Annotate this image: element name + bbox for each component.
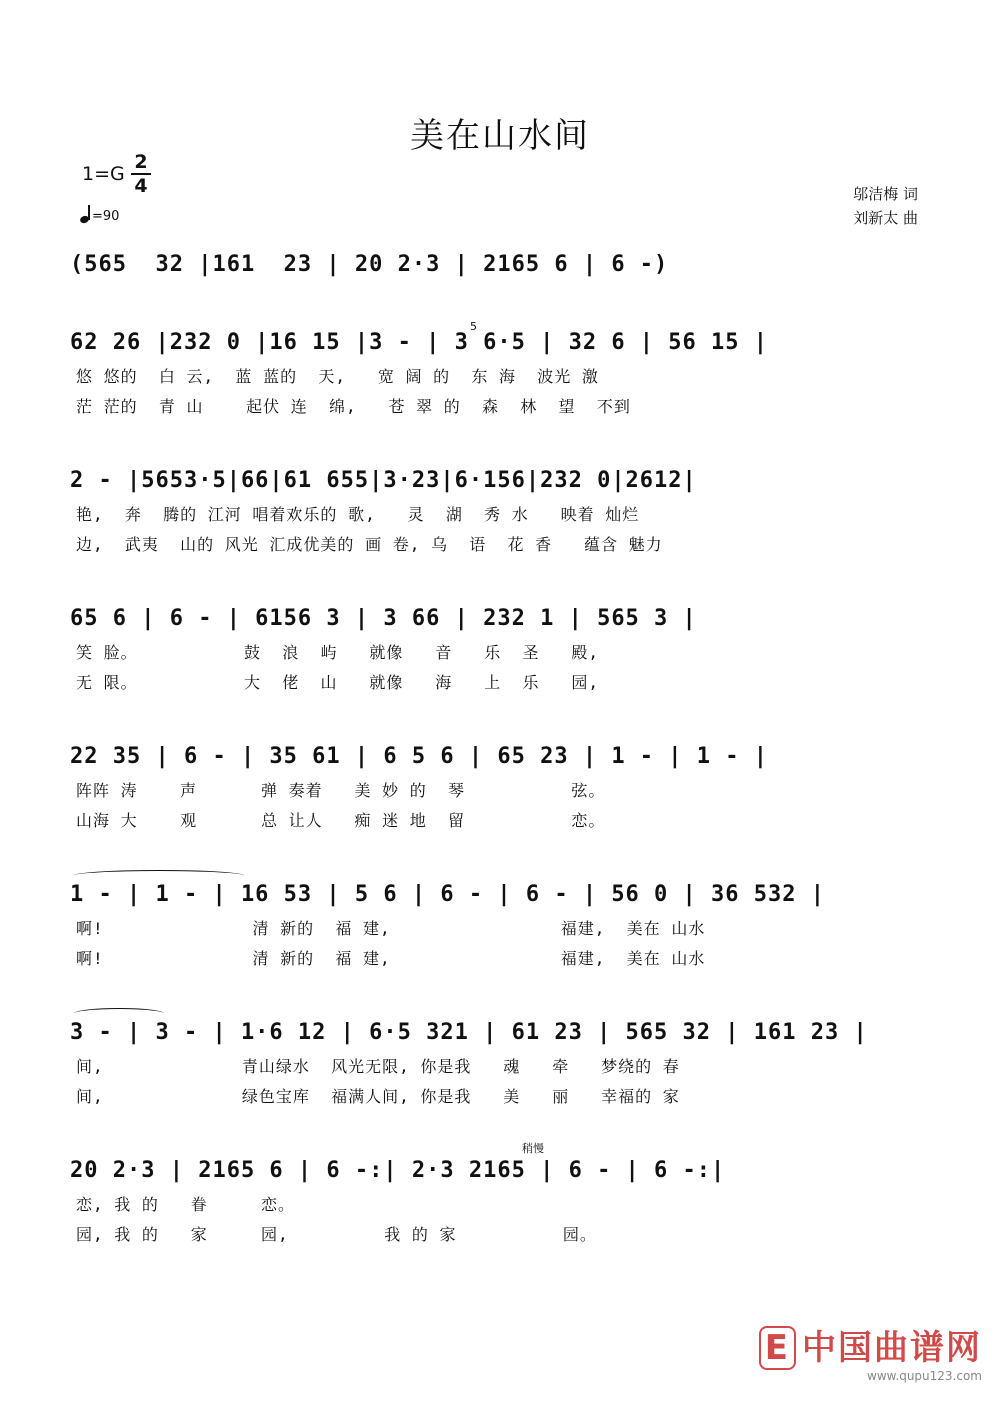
watermark-url: www.qupu123.com (867, 1369, 982, 1383)
tempo-marking (80, 205, 119, 224)
lyrics-verse-2: 边, 武夷 山的 风光 汇成优美的 画 卷, 乌 语 花 香 蕴含 魅力 (76, 535, 663, 554)
watermark-logo-mark: E (759, 1326, 796, 1370)
lyrics-verse-1: 阵阵 涛 声 弹 奏着 美 妙 的 琴 弦。 (76, 781, 606, 800)
watermark-logo (759, 1320, 982, 1369)
slur (74, 870, 244, 881)
credits (853, 182, 918, 230)
lyrics-verse-1: 艳, 奔 腾的 江河 唱着欢乐的 歌, 灵 湖 秀 水 映着 灿烂 (76, 505, 640, 524)
lyrics-verse-1: 笑 脸。 鼓 浪 屿 就像 音 乐 圣 殿, (76, 643, 599, 662)
notation-line: 2 - |5653·5|66|61 655|3·23|6·156|232 0|2612| (70, 468, 697, 493)
grace-note: 5 (470, 320, 477, 333)
notation-line: 65 6 | 6 - | 6156 3 | 3 66 | 232 1 | 565 3 | (70, 606, 697, 631)
watermark-logo-text: 中国曲谱网 (802, 1328, 982, 1368)
tempo-value: =90 (92, 209, 120, 224)
slur (74, 1008, 164, 1019)
lyricist-credit: 邬洁梅 词 (853, 185, 918, 203)
composer-credit: 刘新太 曲 (853, 209, 918, 227)
lyrics-verse-2: 园, 我 的 家 园, 我 的 家 园。 (76, 1225, 597, 1244)
notation-line: 1 - | 1 - | 16 53 | 5 6 | 6 - | 6 - | 56 0 | 36 532 | (70, 882, 825, 907)
notation-line: 62 26 |232 0 |16 15 |3 - | 3 6·5 | 32 6 | 56 15 | (70, 330, 769, 355)
notation-line: (565 32 |161 23 | 20 2·3 | 2165 6 | 6 -) (70, 252, 669, 277)
time-signature-bottom: 4 (134, 175, 148, 197)
score-title: 美在山水间 (410, 116, 590, 156)
watermark (759, 1320, 982, 1383)
notation-line: 3 - | 3 - | 1·6 12 | 6·5 321 | 61 23 | 565 32 | 161 23 | (70, 1020, 868, 1045)
lyrics-verse-1: 悠 悠的 白 云, 蓝 蓝的 天, 宽 阔 的 东 海 波光 激 (76, 367, 599, 386)
lyrics-verse-1: 间, 青山绿水 风光无限, 你是我 魂 牵 梦绕的 春 (76, 1057, 680, 1076)
lyrics-verse-1: 恋, 我 的 眷 恋。 (76, 1195, 295, 1214)
lyrics-verse-1: 啊! 清 新的 福 建, 福建, 美在 山水 (76, 919, 706, 938)
notation-line: 20 2·3 | 2165 6 | 6 -:| 2·3 2165 | 6 - | 6 -:| (70, 1158, 726, 1183)
time-signature (131, 152, 151, 196)
lyrics-verse-2: 山海 大 观 总 让人 痴 迷 地 留 恋。 (76, 811, 606, 830)
notation-line: 22 35 | 6 - | 35 61 | 6 5 6 | 65 23 | 1 - | 1 - | (70, 744, 769, 769)
lyrics-verse-2: 茫 茫的 青 山 起伏 连 绵, 苍 翠 的 森 林 望 不到 (76, 397, 631, 416)
quarter-note-icon (80, 205, 92, 223)
lyrics-verse-2: 啊! 清 新的 福 建, 福建, 美在 山水 (76, 949, 706, 968)
key-signature: 1=G (82, 163, 125, 185)
lyrics-verse-2: 无 限。 大 佬 山 就像 海 上 乐 园, (76, 673, 599, 692)
lyrics-verse-2: 间, 绿色宝库 福满人间, 你是我 美 丽 幸福的 家 (76, 1087, 680, 1106)
time-signature-top: 2 (134, 151, 148, 173)
tempo-change-marking: 稍慢 (522, 1142, 544, 1155)
